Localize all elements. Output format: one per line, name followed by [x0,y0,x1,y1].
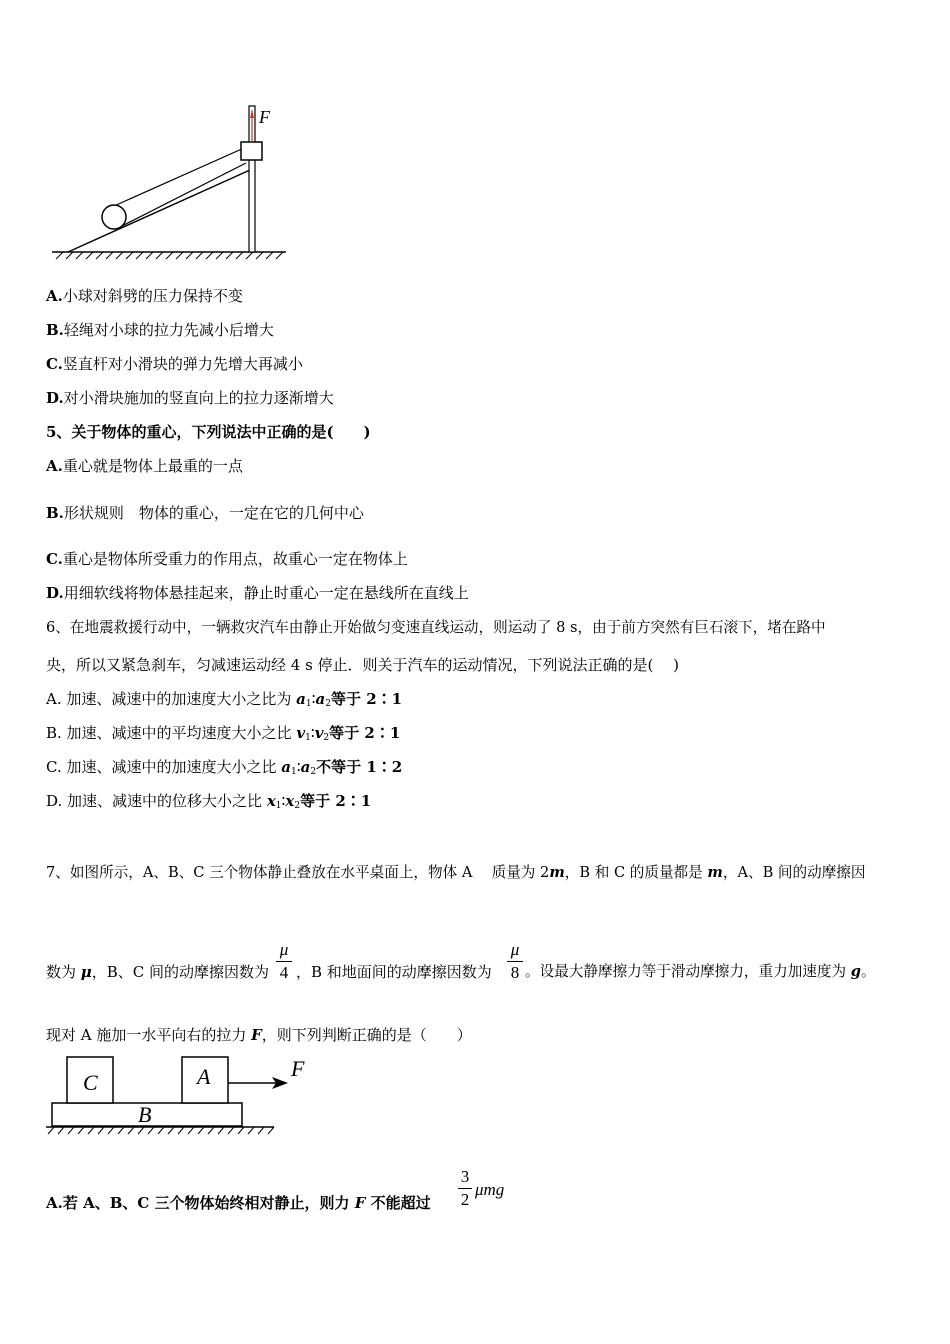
fraction-3-over-2: 3 2 [458,1167,472,1210]
fraction-mu-over-4: μ 4 [276,940,292,983]
q6-option-b: B. 加速、减速中的平均速度大小之比 $v_1∶v_2$等于 2∶1 [46,724,401,743]
block-c-label: C [83,1070,98,1095]
fraction-mu-over-8: μ 8 [507,940,523,983]
q5-option-a: A.重心就是物体上最重的一点 [46,457,243,475]
q6-option-d: D. 加速、减速中的位移大小之比 $x_1∶x_2$等于 2∶1 [46,792,372,811]
force-label: F [259,107,270,127]
q5-option-d: D.用细软线将物体悬挂起来，静止时重心一定在悬线所在直线上 [46,584,469,602]
q7-stem-line3: 现对 A 施加一水平向右的拉力 F，则下列判断正确的是（ ） [46,1026,472,1044]
incline-rod-figure [0,100,300,260]
q7-stem-line1: 7、如图所示，A、B、C 三个物体静止叠放在水平桌面上，物体 A 质量为 2m，B 和 C 的质量都是 m，A、B 间的动摩擦因 [46,864,866,881]
q4-option-b: B.轻绳对小球的拉力先减小后增大 [46,321,274,339]
q5-option-b: B.形状规则 物体的重心，一定在它的几何中心 [46,504,364,522]
q5-option-c: C.重心是物体所受重力的作用点，故重心一定在物体上 [46,550,408,568]
q7-option-a-mumg: μmg [475,1180,505,1199]
q4-option-a: A.小球对斜劈的压力保持不变 [46,287,243,305]
q7-option-a: A.若 A、B、C 三个物体始终相对静止，则力 F 不能超过 [46,1194,431,1212]
q5-stem: 5、关于物体的重心，下列说法中正确的是( ) [46,423,371,441]
q6-stem-line1: 6、在地震救援行动中，一辆救灾汽车由静止开始做匀变速直线运动，则运动了 8 s，由于前方突然有巨石滚下，堵在路中 [46,619,826,636]
q7-stem-line2c: 。设最大静摩擦力等于滑动摩擦力，重力加速度为 g。 [525,963,876,980]
q4-option-d: D.对小滑块施加的竖直向上的拉力逐渐增大 [46,389,334,407]
q6-option-a: A. 加速、减速中的加速度大小之比为 $a_1∶a_2$等于 2∶1 [46,690,403,709]
block-a-label: A [197,1064,211,1089]
blocks-figure [0,1050,320,1140]
q4-option-c: C.竖直杆对小滑块的弹力先增大再减小 [46,355,303,373]
force-label: F [291,1056,305,1081]
q6-option-c: C. 加速、减速中的加速度大小之比 $a_1∶a_2$不等于 1∶2 [46,758,403,777]
block-b-label: B [138,1102,152,1127]
q6-stem-line2: 央，所以又紧急刹车，匀减速运动经 4 s 停止．则关于汽车的运动情况，下列说法正确的是( ) [46,656,680,674]
q7-stem-line2a: 数为 μ，B、C 间的动摩擦因数为 [46,963,270,981]
q7-stem-line2b: ，B 和地面间的动摩擦因数为 [296,963,492,981]
